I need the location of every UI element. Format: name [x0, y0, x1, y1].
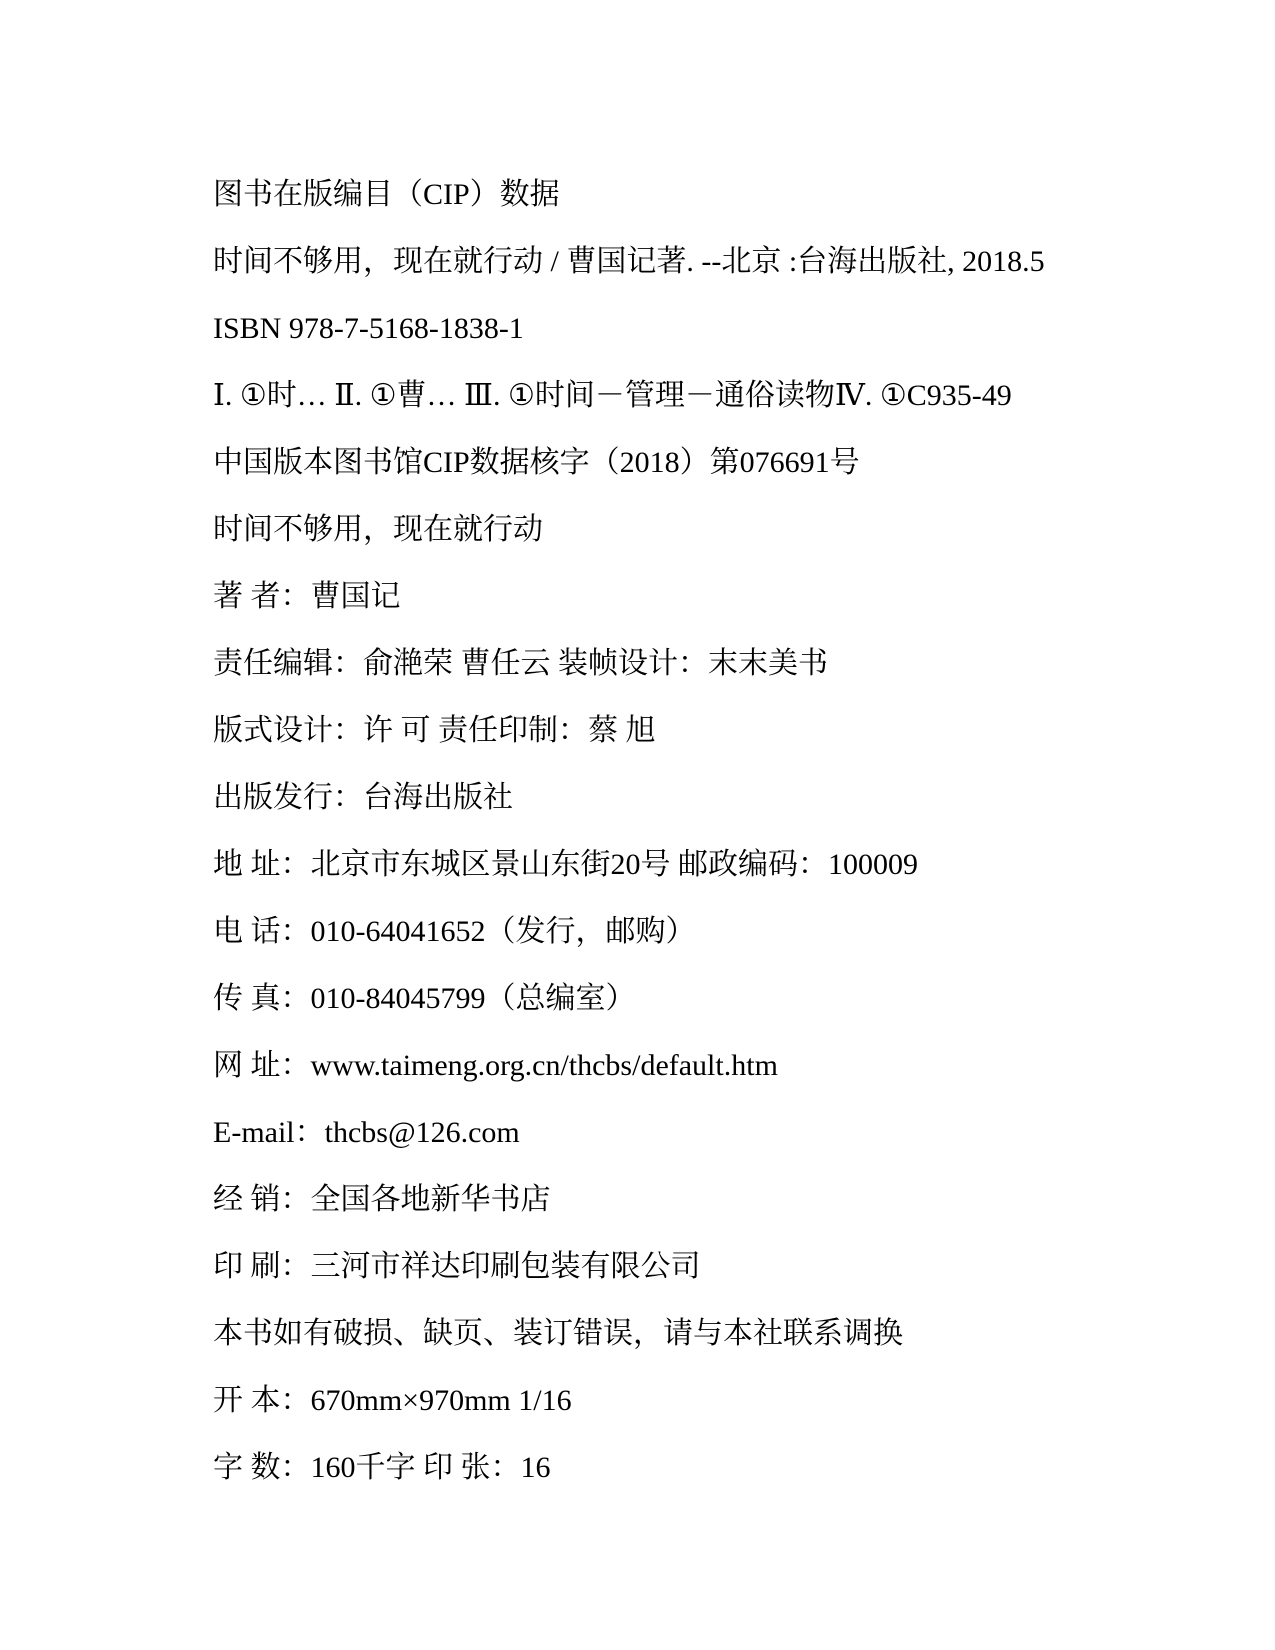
- word-count-line: 字 数：160千字 印 张：16: [213, 1451, 551, 1484]
- distributor-line: 经 销：全国各地新华书店: [213, 1183, 551, 1216]
- replacement-notice: 本书如有破损、缺页、装订错误，请与本社联系调换: [213, 1317, 903, 1350]
- layout-printing-line: 版式设计：许 可 责任印制：蔡 旭: [213, 714, 656, 747]
- printer-line: 印 刷：三河市祥达印刷包装有限公司: [213, 1250, 701, 1283]
- cip-title-entry: 时间不够用，现在就行动 / 曹国记著. --北京 :台海出版社, 2018.5: [213, 245, 1045, 278]
- email-line: E-mail：thcbs@126.com: [213, 1116, 520, 1149]
- cip-heading: 图书在版编目（CIP）数据: [213, 178, 560, 211]
- publisher-line: 出版发行：台海出版社: [213, 781, 513, 814]
- classification-line: Ⅰ. ①时… Ⅱ. ①曹… Ⅲ. ①时间－管理－通俗读物Ⅳ. ①C935-49: [213, 379, 1012, 412]
- cip-approval-number: 中国版本图书馆CIP数据核字（2018）第076691号: [213, 446, 860, 479]
- phone-line: 电 话：010-64041652（发行，邮购）: [213, 915, 696, 948]
- fax-line: 传 真：010-84045799（总编室）: [213, 982, 636, 1015]
- isbn-line: ISBN 978-7-5168-1838-1: [213, 312, 524, 345]
- author-line: 著 者：曹国记: [213, 580, 401, 613]
- format-line: 开 本：670mm×970mm 1/16: [213, 1384, 572, 1417]
- website-line: 网 址：www.taimeng.org.cn/thcbs/default.htm: [213, 1049, 778, 1082]
- book-title: 时间不够用，现在就行动: [213, 513, 543, 546]
- editor-design-line: 责任编辑：俞滟荣 曹任云 装帧设计：末末美书: [213, 647, 828, 680]
- address-line: 地 址：北京市东城区景山东街20号 邮政编码：100009: [213, 848, 918, 881]
- cip-data-block: [213, 175, 1233, 1515]
